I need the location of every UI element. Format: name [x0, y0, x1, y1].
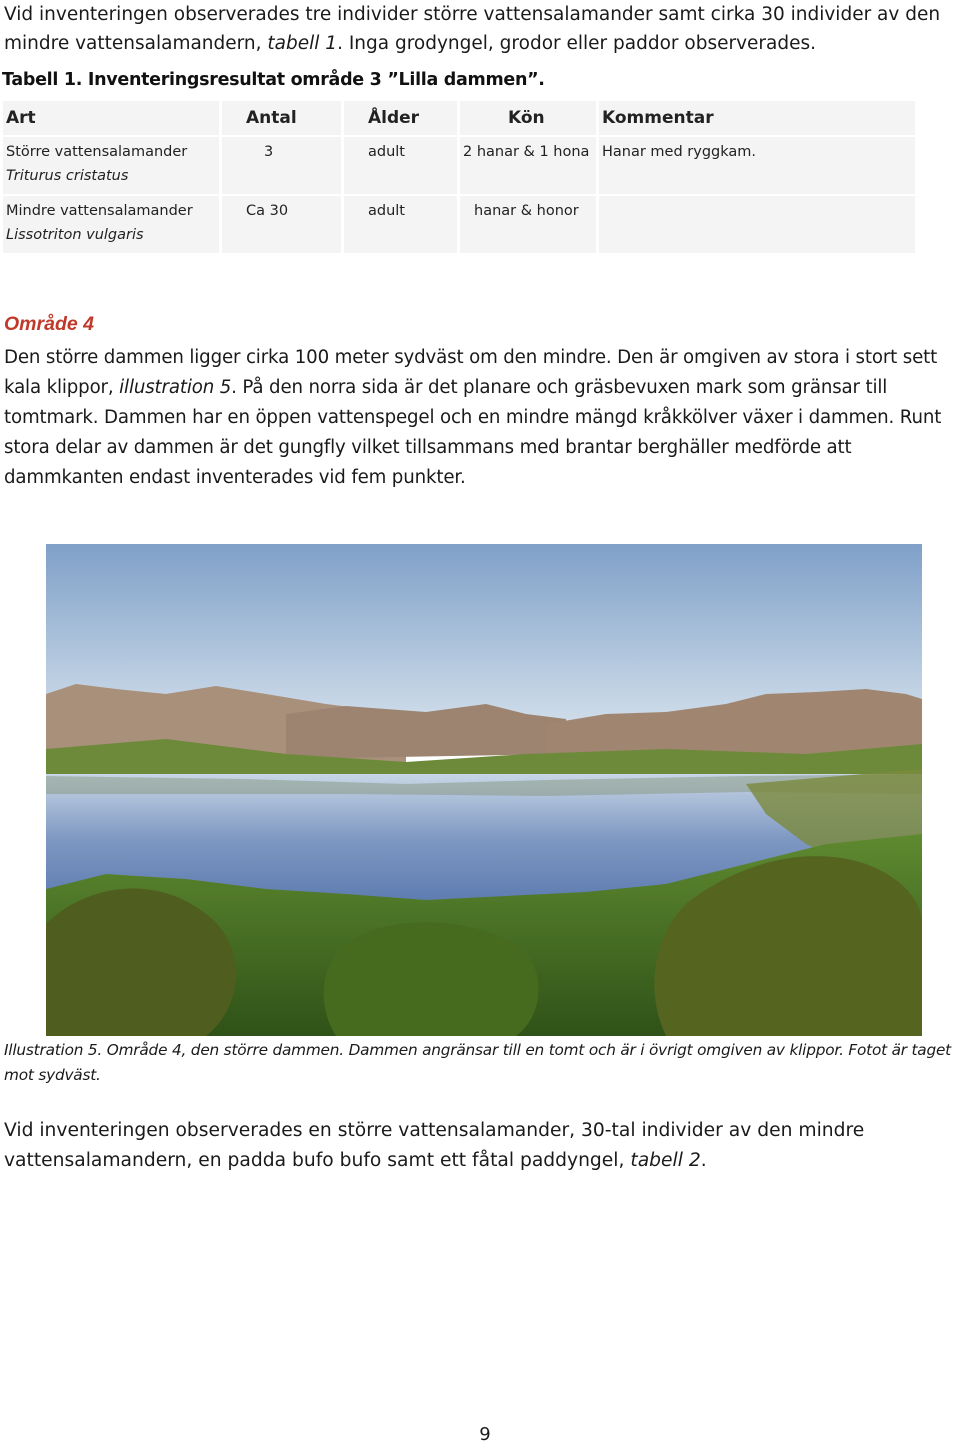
- inventory-table: [0, 99, 918, 255]
- header-kommentar: Kommentar: [599, 101, 915, 135]
- area-text: Den större dammen ligger cirka 100 meter sydväst om den mindre. Den är omgiven av stora i stort sett kala klippor,: [4, 347, 938, 398]
- cell-antal: 3: [222, 137, 341, 194]
- cell-art: [3, 196, 219, 253]
- intro-paragraph: [4, 0, 954, 58]
- table-header-row: [3, 101, 915, 135]
- area-description: [4, 343, 960, 493]
- table-reference: tabell 2: [630, 1150, 701, 1171]
- table-reference: tabell 1: [267, 33, 338, 54]
- outro-text-end: .: [700, 1150, 707, 1171]
- header-alder: Ålder: [344, 101, 457, 135]
- outro-paragraph: [4, 1116, 960, 1176]
- page-number: 9: [479, 1424, 491, 1445]
- cell-antal: Ca 30: [222, 196, 341, 253]
- cell-alder: adult: [344, 137, 457, 194]
- species-name: Större vattensalamander: [6, 144, 188, 160]
- table-row: [3, 196, 915, 253]
- species-latin: Triturus cristatus: [6, 168, 129, 184]
- cell-art: [3, 137, 219, 194]
- pond-photo: [46, 544, 922, 1036]
- table-row: [3, 137, 915, 194]
- section-heading: Område 4: [4, 313, 94, 335]
- header-antal: Antal: [222, 101, 341, 135]
- intro-text: Vid inventeringen observerades tre individer större vattensalamander samt cirka 30 individer av den mindre vattensalamandern,: [4, 4, 941, 54]
- outro-text: Vid inventeringen observerades en större vattensalamander, 30-tal individer av den mindre vattensalamandern, en padda bufo bufo samt ett fåtal paddyngel,: [4, 1120, 865, 1171]
- cell-kommentar: Hanar med ryggkam.: [599, 137, 915, 194]
- intro-text-end: . Inga grodyngel, grodor eller paddor observerades.: [337, 33, 817, 54]
- cell-kon: hanar & honor: [460, 196, 596, 253]
- cell-kon: 2 hanar & 1 hona: [460, 137, 596, 194]
- cell-alder: adult: [344, 196, 457, 253]
- table-caption: Tabell 1. Inventeringsresultat område 3 ”Lilla dammen”.: [2, 70, 545, 90]
- area-text-end: . På den norra sida är det planare och gräsbevuxen mark som gränsar till tomtmark. Dammen har en öppen vattenspegel och en mindre mängd kråkkölver växer i dammen. Runt stora delar av dammen är det gungfly vilket tillsammans med brantar berghäller medförde att dammkanten endast inventerades vid fem punkter.: [4, 377, 942, 488]
- header-art: Art: [3, 101, 219, 135]
- figure-caption: Illustration 5. Område 4, den större dammen. Dammen angränsar till en tomt och är i övrigt omgiven av klippor. Fotot är taget mot sydväst.: [4, 1041, 951, 1084]
- illustration-reference: illustration 5: [119, 377, 232, 398]
- species-latin: Lissotriton vulgaris: [6, 227, 144, 243]
- shrub-mid: [324, 922, 539, 1036]
- cell-kommentar: [599, 196, 915, 253]
- header-kon: Kön: [460, 101, 596, 135]
- species-name: Mindre vattensalamander: [6, 203, 193, 219]
